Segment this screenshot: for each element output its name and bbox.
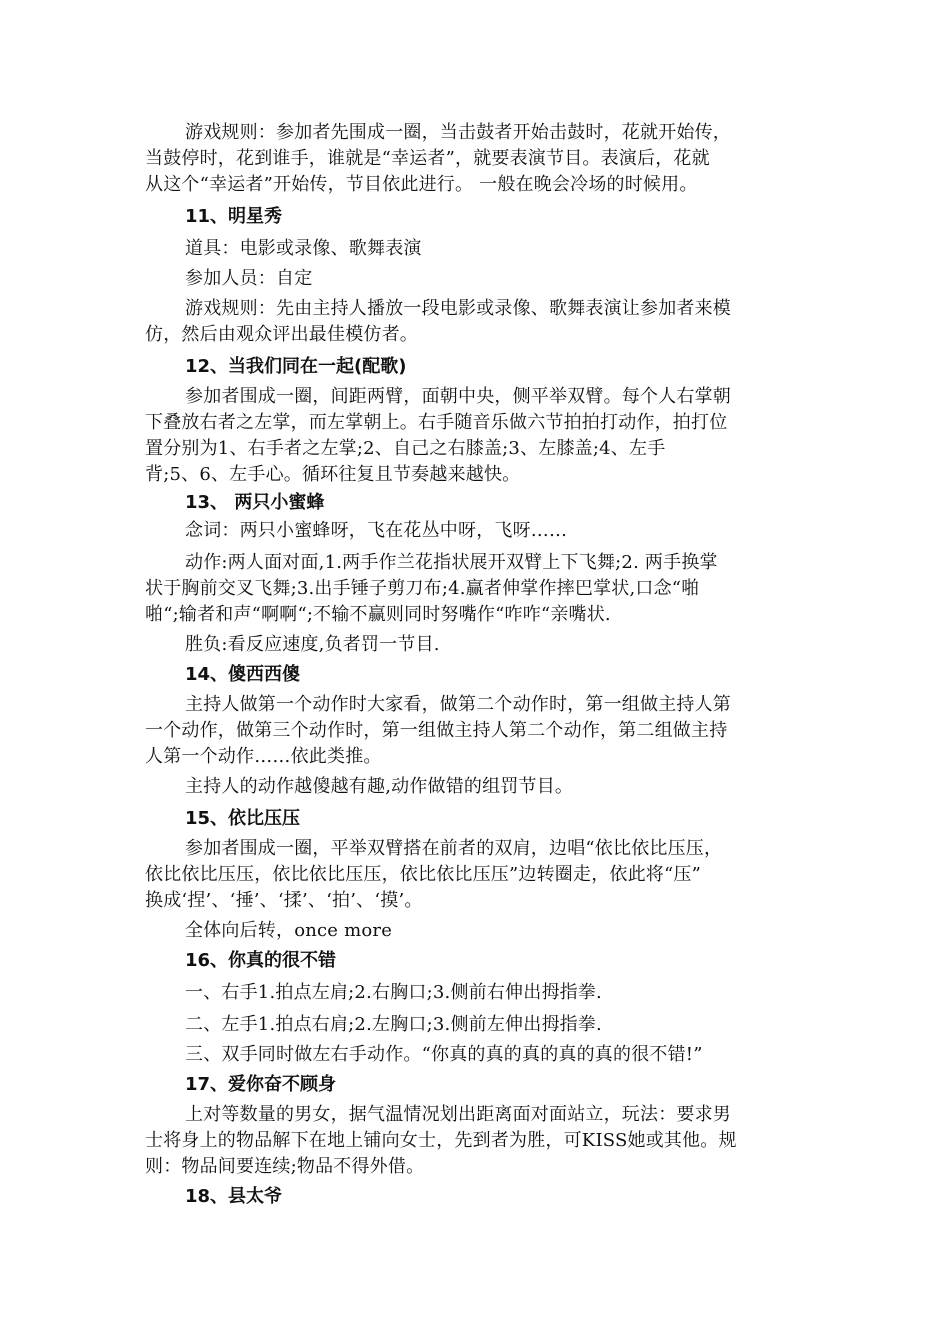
text-line: 三、双手同时做左右手动作。“你真的真的真的真的真的很不错!” [185, 1044, 703, 1065]
paragraph-both-hands [145, 1042, 805, 1068]
text-line: 人第一个动作……依此类推。 [145, 746, 382, 767]
text-line: 胜负:看反应速度,负者罚一节目. [185, 634, 440, 655]
text-line: 则：物品间要连续;物品不得外借。 [145, 1156, 425, 1177]
text-line: 参加人员：自定 [185, 268, 313, 289]
text-line: 背;5、6、左手心。循环往复且节奏越来越快。 [145, 464, 521, 485]
paragraph-actions [145, 550, 805, 628]
section-heading-14: 14、傻西西傻 [185, 664, 301, 685]
paragraph-win-lose [145, 632, 805, 658]
text-line: 一个动作，做第三个动作时，第一组做主持人第二个动作，第二组做主持 [145, 720, 728, 741]
text-line: 念词：两只小蜜蜂呀，飞在花丛中呀，飞呀…… [185, 520, 568, 541]
section-heading-15: 15、依比压压 [185, 808, 301, 829]
section-heading-12: 12、当我们同在一起(配歌) [185, 356, 407, 377]
paragraph-once-more [145, 918, 805, 944]
text-line: 动作:两人面对面,1.两手作兰花指状展开双臂上下飞舞;2. 两手换掌 [185, 552, 718, 573]
paragraph-left-hand [145, 1012, 805, 1038]
section-heading-16: 16、你真的很不错 [185, 950, 337, 971]
paragraph-together-song [145, 384, 805, 488]
section-heading-18: 18、县太爷 [185, 1186, 283, 1207]
section-heading-13: 13、 两只小蜜蜂 [185, 492, 325, 513]
paragraph-yibi [145, 836, 805, 914]
text-line: 仿，然后由观众评出最佳模仿者。 [145, 324, 418, 345]
text-line: 参加者围成一圈，间距两臂，面朝中央，侧平举双臂。每个人右掌朝 [185, 386, 731, 407]
text-line: 置分别为1、右手者之左掌;2、自己之右膝盖;3、左膝盖;4、左手 [145, 438, 666, 459]
text-line: 从这个“幸运者”开始传，节目依此进行。 一般在晚会冷场的时候用。 [145, 174, 698, 195]
section-heading-17: 17、爱你奋不顾身 [185, 1074, 337, 1095]
text-line: 啪“;输者和声“啊啊“;不输不赢则同时努嘴作“咋咋“亲嘴状. [145, 604, 611, 625]
text-line: 参加者围成一圈，平举双臂搭在前者的双肩，边唱“依比依比压压， [185, 838, 723, 859]
text-line: 游戏规则：参加者先围成一圈，当击鼓者开始击鼓时，花就开始传， [185, 122, 731, 143]
text-line: 一、右手1.拍点左肩;2.右胸口;3.侧前右伸出拇指拳. [185, 982, 602, 1003]
text-line: 当鼓停时，花到谁手，谁就是“幸运者”，就要表演节目。表演后，花就 [145, 148, 710, 169]
text-line: 主持人的动作越傻越有趣,动作做错的组罚节目。 [185, 776, 574, 797]
text-line: 下叠放右者之左掌，而左掌朝上。右手随音乐做六节拍拍打动作，拍打位 [145, 412, 728, 433]
paragraph-chant [145, 518, 805, 544]
paragraph-game-rules-star [145, 296, 805, 348]
text-line: 全体向后转，once more [185, 920, 393, 941]
text-line: 状于胸前交叉飞舞;3.出手锤子剪刀布;4.赢者伸掌作摔巴掌状,口念“啪 [145, 578, 700, 599]
text-line: 主持人做第一个动作时大家看，做第二个动作时，第一组做主持人第 [185, 694, 731, 715]
paragraph-right-hand [145, 980, 805, 1006]
paragraph-props [145, 236, 805, 262]
section-heading-11: 11、明星秀 [185, 206, 283, 227]
text-line: 道具：电影或录像、歌舞表演 [185, 238, 422, 259]
text-line: 依比依比压压，依比依比压压，依比依比压压”边转圈走，依此将“压” [145, 864, 702, 885]
paragraph-love-game [145, 1102, 805, 1180]
paragraph-participants [145, 266, 805, 292]
text-line: 游戏规则：先由主持人播放一段电影或录像、歌舞表演让参加者来模 [185, 298, 731, 319]
text-line: 士将身上的物品解下在地上铺向女士，先到者为胜，可KISS她或其他。规 [145, 1130, 737, 1151]
text-line: 二、左手1.拍点右肩;2.左胸口;3.侧前左伸出拇指拳. [185, 1014, 602, 1035]
paragraph-game-rules-drum [145, 120, 805, 198]
text-line: 上对等数量的男女，据气温情况划出距离面对面站立，玩法：要求男 [185, 1104, 731, 1125]
text-line: 换成‘捏’、‘捶’、‘揉’、‘拍’、‘摸’。 [145, 890, 423, 911]
paragraph-host-silly [145, 774, 805, 800]
paragraph-host-actions [145, 692, 805, 770]
